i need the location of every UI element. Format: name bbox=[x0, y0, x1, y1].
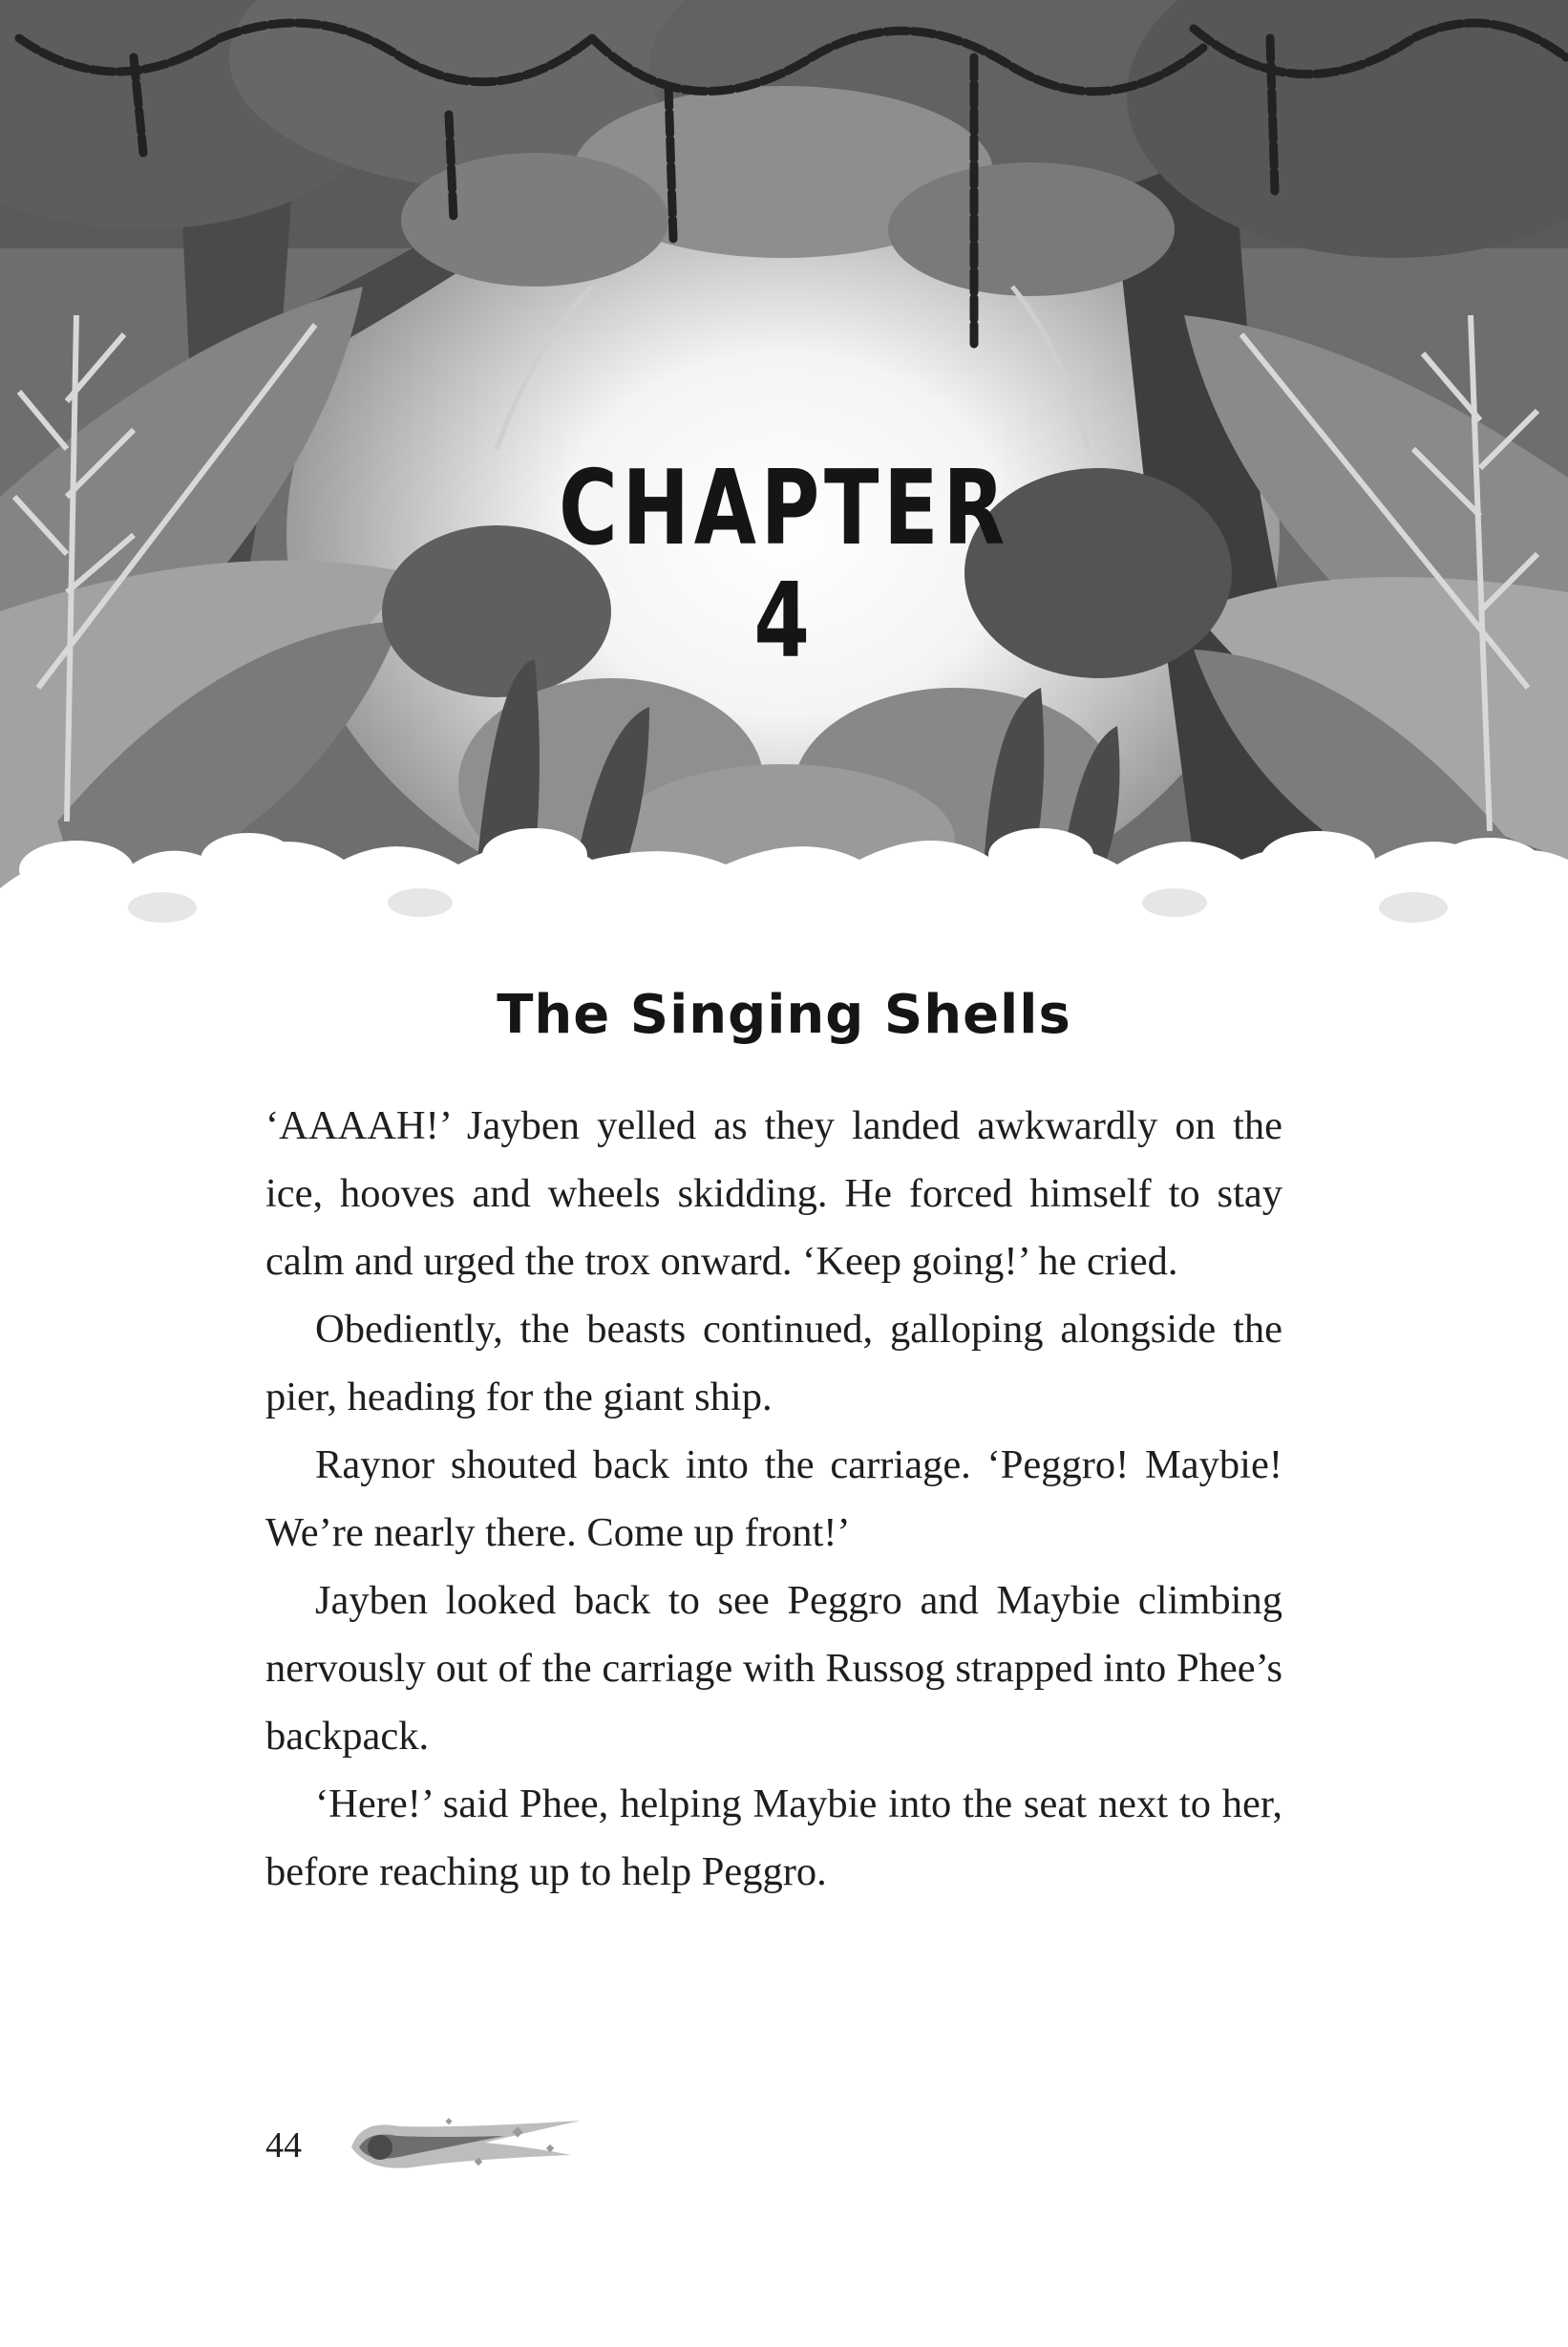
chapter-title: The Singing Shells bbox=[497, 984, 1071, 1046]
paragraph: Jayben looked back to see Peggro and Maybie climbing nervously out of the carriage with Russog strapped into Phee’s backpack. bbox=[265, 1578, 1282, 1759]
chapter-label: CHAPTER bbox=[559, 449, 1009, 568]
paragraph: ‘Here!’ said Phee, helping Maybie into the seat next to her, before reaching up to help Peggro. bbox=[265, 1782, 1282, 1894]
page-number: 44 bbox=[265, 2125, 302, 2166]
comet-ornament-icon bbox=[342, 2100, 590, 2186]
story-text bbox=[265, 1092, 1282, 1906]
paragraph: ‘AAAAH!’ Jayben yelled as they landed awkwardly on the ice, hooves and wheels skidding. He forced himself to stay calm and urged the trox onward. ‘Keep going!’ he cried. bbox=[265, 1103, 1282, 1284]
paragraph: Obediently, the beasts continued, galloping alongside the pier, heading for the giant ship. bbox=[265, 1307, 1282, 1419]
paragraph: Raynor shouted back into the carriage. ‘Peggro! Maybie! We’re nearly there. Come up front!’ bbox=[265, 1442, 1282, 1555]
chapter-number: 4 bbox=[753, 562, 815, 681]
